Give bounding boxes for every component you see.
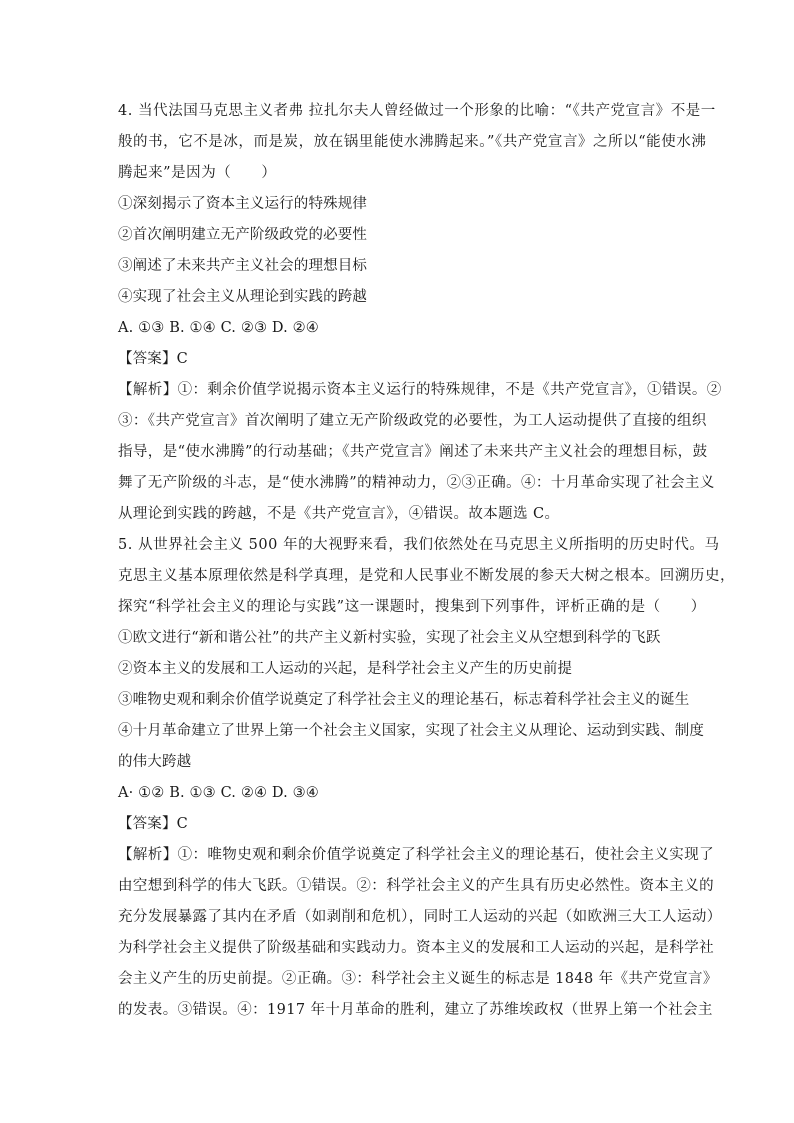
question-5-answer: 【答案】C bbox=[118, 816, 188, 832]
question-4-analysis-line-3: 指导，是“使水沸腾”的行动基础；《共产党宣言》阐述了未来共产主义社会的理想目标，鼓 bbox=[118, 444, 708, 460]
question-4-answer: 【答案】C bbox=[118, 351, 188, 367]
question-5-analysis-line-5: 会主义产生的历史前提。②正确。③：科学社会主义诞生的标志是 1848 年《共产党宣言》 bbox=[118, 971, 718, 987]
question-4-choices: A. ①③ B. ①④ C. ②③ D. ②④ bbox=[118, 320, 319, 336]
question-4-option-3: ③阐述了未来共产主义社会的理想目标 bbox=[118, 258, 368, 274]
question-4-stem-line-2: 般的书，它不是冰，而是炭，放在锅里能使水沸腾起来。”《共产党宣言》之所以“能使水沸 bbox=[118, 134, 707, 150]
question-4-stem-line-1: 4. 当代法国马克思主义者弗 拉扎尔夫人曾经做过一个形象的比喻：“《共产党宣言》不是一 bbox=[118, 103, 716, 119]
question-5-option-3: ③唯物史观和剩余价值学说奠定了科学社会主义的理论基石，标志着科学社会主义的诞生 bbox=[118, 692, 690, 708]
question-4-analysis-line-4: 舞了无产阶级的斗志，是“使水沸腾”的精神动力，②③正确。④：十月革命实现了社会主义 bbox=[118, 475, 715, 491]
question-5-analysis-line-1: 【解析】①：唯物史观和剩余价值学说奠定了科学社会主义的理论基石，使社会主义实现了 bbox=[118, 847, 714, 863]
question-5-stem-line-2: 克思主义基本原理依然是科学真理，是党和人民事业不断发展的参天大树之根本。回溯历史， bbox=[118, 568, 736, 584]
question-5-analysis-line-4: 为科学社会主义提供了阶级基础和实践动力。资本主义的发展和工人运动的兴起，是科学社 bbox=[118, 940, 714, 956]
question-5-option-4: ④十月革命建立了世界上第一个社会主义国家，实现了社会主义从理论、运动到实践、制度 bbox=[118, 723, 704, 739]
question-5-option-1: ①欧文进行“新和谐公社”的共产主义新村实验，实现了社会主义从空想到科学的飞跃 bbox=[118, 630, 661, 646]
question-4-stem-line-3: 腾起来”是因为（ ） bbox=[118, 165, 277, 181]
question-5-analysis-line-2: 由空想到科学的伟大飞跃。①错误。②：科学社会主义的产生具有历史必然性。资本主义的 bbox=[118, 878, 714, 894]
question-5-option-4-cont: 的伟大跨越 bbox=[118, 754, 192, 770]
question-4-analysis-line-2: ③：《共产党宣言》首次阐明了建立无产阶级政党的必要性，为工人运动提供了直接的组织 bbox=[118, 413, 707, 429]
question-4-option-1: ①深刻揭示了资本主义运行的特殊规律 bbox=[118, 196, 368, 212]
document-page bbox=[118, 96, 736, 1026]
question-5-stem-line-3: 探究“科学社会主义的理论与实践”这一课题时，搜集到下列事件，评析正确的是（ ） bbox=[118, 599, 706, 615]
question-4-analysis-line-1: 【解析】①：剩余价值学说揭示资本主义运行的特殊规律，不是《共产党宣言》，①错误。② bbox=[118, 382, 722, 398]
question-5 bbox=[118, 530, 736, 1026]
question-5-stem-line-1: 5. 从世界社会主义 500 年的大视野来看，我们依然处在马克思主义所指明的历史时代。马 bbox=[118, 537, 720, 553]
question-4 bbox=[118, 96, 722, 530]
question-4-option-4: ④实现了社会主义从理论到实践的跨越 bbox=[118, 289, 368, 305]
question-4-analysis-line-5: 从理论到实践的跨越，不是《共产党宣言》，④错误。故本题选 C。 bbox=[118, 506, 560, 522]
question-5-analysis-line-6: 的发表。③错误。④：1917 年十月革命的胜利，建立了苏维埃政权（世界上第一个社会主 bbox=[118, 1002, 713, 1018]
question-5-analysis-line-3: 充分发展暴露了其内在矛盾（如剥削和危机），同时工人运动的兴起（如欧洲三大工人运动） bbox=[118, 909, 722, 925]
question-4-option-2: ②首次阐明建立无产阶级政党的必要性 bbox=[118, 227, 368, 243]
question-5-option-2: ②资本主义的发展和工人运动的兴起，是科学社会主义产生的历史前提 bbox=[118, 661, 573, 677]
question-5-choices: A· ①② B. ①③ C. ②④ D. ③④ bbox=[118, 785, 319, 801]
